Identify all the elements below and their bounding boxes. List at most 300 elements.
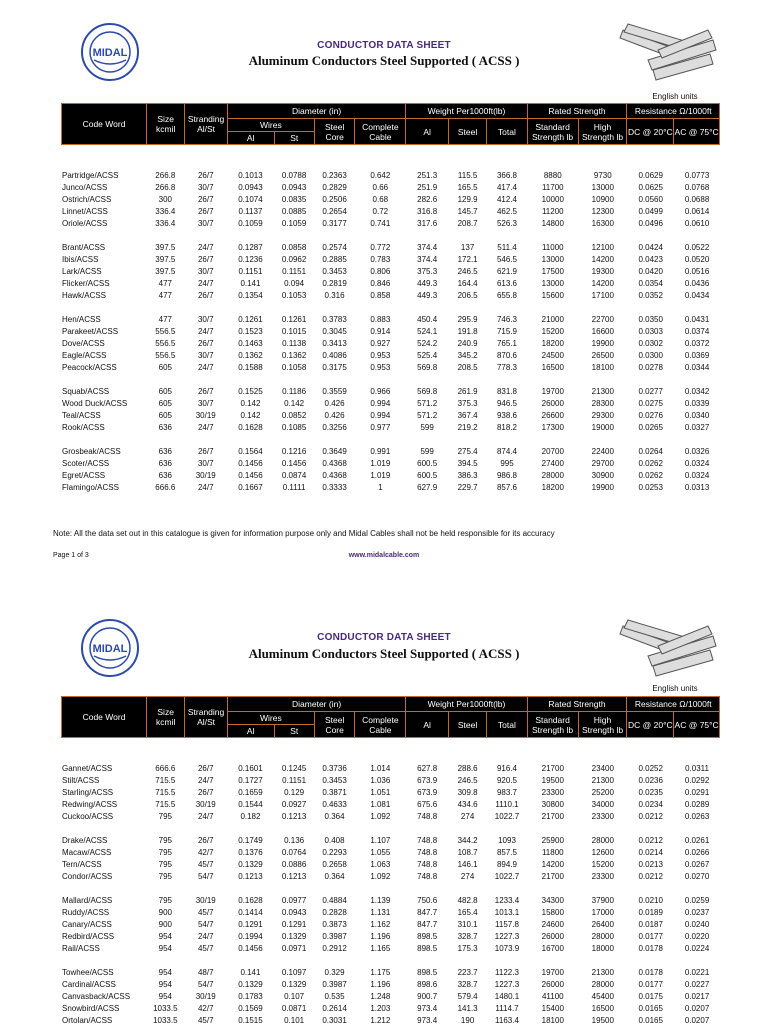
weight-al-header: Al [406, 712, 449, 738]
high-strength-cell: 18100 [591, 363, 614, 372]
dc-resistance-cell: 0.0212 [638, 836, 663, 845]
standard-strength-cell: 21700 [541, 764, 564, 773]
dc-resistance-cell: 0.0178 [638, 968, 663, 977]
weight-total-cell: 613.6 [496, 279, 517, 288]
high-strength-cell: 16300 [591, 219, 614, 228]
weight-total-cell: 857.6 [496, 483, 517, 492]
datasheet-subtitle: Aluminum Conductors Steel Supported ( ACSS ) [248, 53, 520, 68]
stranding-cell: 26/7 [197, 339, 214, 348]
weight-total-cell: 1157.8 [495, 920, 519, 929]
code-word-cell: Partridge/ACSS [62, 171, 119, 180]
table-row [61, 446, 720, 458]
steel-core-cell: 0.3333 [322, 483, 347, 492]
standard-strength-header: Standard Strength lb [527, 712, 578, 738]
dc-resistance-cell: 0.0499 [638, 207, 663, 216]
weight-total-cell: 1227.3 [494, 932, 520, 941]
steel-core-cell: 0.2912 [322, 944, 347, 953]
stranding-header: Stranding Al/St [185, 104, 228, 145]
wires-header: Wires [227, 119, 314, 132]
code-word-cell: Teal/ACSS [62, 411, 101, 420]
complete-cable-cell: 0.806 [370, 267, 391, 276]
complete-cable-cell: 1.248 [370, 992, 391, 1001]
steel-core-cell: 0.3453 [322, 776, 347, 785]
weight-al-cell: 599 [420, 447, 434, 456]
size-cell: 666.6 [155, 483, 176, 492]
stranding-cell: 26/7 [197, 255, 214, 264]
dc-resistance-cell: 0.0210 [638, 896, 663, 905]
size-cell: 477 [158, 291, 172, 300]
table-row [61, 338, 720, 350]
weight-total-cell: 526.3 [496, 219, 517, 228]
wire-st-cell: 0.0885 [281, 207, 307, 216]
wire-al-cell: 0.1137 [238, 207, 263, 216]
wire-st-cell: 0.0871 [281, 1004, 307, 1013]
standard-strength-cell: 19500 [541, 776, 564, 785]
code-word-cell: Ortolan/ACSS [62, 1016, 113, 1025]
weight-steel-cell: 274 [460, 812, 475, 821]
weight-steel-cell: 295.9 [457, 315, 478, 324]
weight-total-cell: 1110.1 [495, 800, 519, 809]
size-cell: 715.5 [155, 776, 176, 785]
weight-steel-cell: 208.7 [457, 219, 478, 228]
code-word-cell: Canary/ACSS [62, 920, 112, 929]
weight-total-cell: 894.9 [496, 860, 517, 869]
dc-resistance-cell: 0.0354 [638, 279, 663, 288]
weight-steel-cell: 115.5 [457, 171, 478, 180]
stranding-cell: 45/7 [197, 1016, 214, 1025]
table-row [61, 422, 720, 434]
standard-strength-cell: 24500 [541, 351, 564, 360]
stranding-header: Stranding Al/St [185, 697, 228, 738]
weight-al-cell: 847.7 [417, 920, 438, 929]
weight-steel-cell: 310.1 [457, 920, 478, 929]
high-strength-cell: 9730 [593, 171, 612, 180]
standard-strength-cell: 18200 [541, 483, 564, 492]
steel-core-cell: 0.426 [324, 411, 345, 420]
complete-cable-cell: 0.977 [370, 423, 391, 432]
code-word-cell: Cardinal/ACSS [62, 980, 116, 989]
wire-al-cell: 0.1236 [238, 255, 263, 264]
weight-al-cell: 600.5 [417, 459, 438, 468]
wire-al-cell: 0.182 [240, 812, 261, 821]
weight-steel-cell: 229.7 [457, 483, 478, 492]
steel-core-header: Steel Core [314, 119, 354, 145]
dc-resistance-cell: 0.0302 [638, 339, 663, 348]
standard-strength-cell: 15200 [541, 327, 564, 336]
ac-resistance-cell: 0.0768 [684, 183, 710, 192]
weight-steel-cell: 141.3 [457, 1004, 478, 1013]
weight-al-cell: 600.5 [417, 471, 438, 480]
size-cell: 266.8 [155, 183, 176, 192]
code-word-cell: Rail/ACSS [62, 944, 100, 953]
steel-core-cell: 0.3987 [322, 932, 347, 941]
page-number: Page 1 of 3 [53, 552, 89, 559]
ac-resistance-cell: 0.0516 [684, 267, 710, 276]
website-link[interactable]: www.midalcable.com [348, 552, 420, 559]
standard-strength-cell: 18200 [541, 339, 564, 348]
wire-al-cell: 0.1329 [238, 980, 263, 989]
units-label: English units [652, 92, 698, 101]
dc-resistance-cell: 0.0212 [638, 872, 663, 881]
wire-st-cell: 0.1329 [281, 932, 307, 941]
weight-total-header: Total [487, 712, 527, 738]
weight-al-cell: 675.6 [417, 800, 438, 809]
code-word-cell: Towhee/ACSS [62, 968, 114, 977]
diameter-header: Diameter (in) [227, 104, 406, 119]
steel-core-cell: 0.4368 [322, 471, 347, 480]
table-row [61, 967, 720, 979]
size-cell: 954 [158, 944, 172, 953]
wire-st-cell: 0.0835 [281, 195, 307, 204]
high-strength-cell: 15200 [591, 860, 614, 869]
code-word-cell: Junco/ACSS [62, 183, 108, 192]
stranding-cell: 24/7 [197, 812, 214, 821]
complete-cable-cell: 1.165 [370, 944, 391, 953]
high-strength-cell: 22700 [591, 315, 614, 324]
ac-resistance-cell: 0.0522 [684, 243, 710, 252]
dc-resistance-cell: 0.0187 [638, 920, 663, 929]
weight-steel-cell: 344.2 [457, 836, 478, 845]
dc-resistance-cell: 0.0189 [638, 908, 663, 917]
ac-resistance-cell: 0.0237 [684, 908, 710, 917]
weight-al-cell: 627.8 [417, 764, 438, 773]
complete-cable-cell: 0.883 [370, 315, 391, 324]
table-row [61, 206, 720, 218]
standard-strength-cell: 11200 [541, 207, 564, 216]
table-row [61, 470, 720, 482]
high-strength-cell: 18000 [591, 944, 614, 953]
complete-cable-header: Complete Cable [355, 119, 406, 145]
table-row [61, 943, 720, 955]
wires-st-header: St [274, 725, 314, 738]
weight-total-cell: 1013.1 [494, 908, 520, 917]
ac-resistance-cell: 0.0327 [684, 423, 710, 432]
high-strength-cell: 30900 [591, 471, 614, 480]
size-cell: 477 [158, 279, 172, 288]
diameter-header: Diameter (in) [227, 697, 406, 712]
ac-resistance-cell: 0.0372 [684, 339, 710, 348]
code-word-cell: Egret/ACSS [62, 471, 106, 480]
weight-steel-cell: 137 [460, 243, 475, 252]
high-strength-cell: 28000 [591, 836, 614, 845]
cable-strand-image [618, 616, 718, 678]
steel-core-cell: 0.329 [324, 968, 345, 977]
table-row [61, 787, 720, 799]
wire-st-cell: 0.0977 [281, 896, 307, 905]
weight-total-cell: 874.4 [496, 447, 517, 456]
code-word-cell: Drake/ACSS [62, 836, 108, 845]
table-row [61, 266, 720, 278]
wire-al-cell: 0.1059 [238, 219, 263, 228]
dc-header: DC @ 20°C [627, 119, 674, 145]
wire-al-cell: 0.1354 [238, 291, 263, 300]
wire-st-cell: 0.1213 [281, 872, 307, 881]
wire-st-cell: 0.1213 [281, 812, 307, 821]
code-word-cell: Parakeet/ACSS [62, 327, 119, 336]
page-2 [0, 580, 768, 1024]
size-cell: 715.5 [155, 800, 176, 809]
wire-al-cell: 0.1261 [238, 315, 263, 324]
svg-text:MIDAL: MIDAL [92, 47, 128, 59]
weight-total-header: Total [487, 119, 527, 145]
weight-total-cell: 366.8 [496, 171, 517, 180]
weight-steel-cell: 246.5 [457, 776, 478, 785]
standard-strength-cell: 8880 [543, 171, 562, 180]
weight-steel-cell: 394.5 [457, 459, 478, 468]
ac-header: AC @ 75°C [674, 712, 720, 738]
wire-al-cell: 0.1463 [238, 339, 263, 348]
standard-strength-cell: 21000 [541, 315, 564, 324]
datasheet-title: CONDUCTOR DATA SHEET [317, 632, 451, 643]
table-row [61, 931, 720, 943]
standard-strength-cell: 21700 [541, 812, 564, 821]
stranding-cell: 24/7 [197, 932, 214, 941]
standard-strength-cell: 11700 [541, 183, 564, 192]
steel-core-cell: 0.3031 [322, 1016, 347, 1025]
standard-strength-cell: 18100 [541, 1016, 564, 1025]
ac-resistance-cell: 0.0773 [684, 171, 710, 180]
wire-al-cell: 0.1456 [238, 459, 263, 468]
wire-st-cell: 0.0927 [281, 800, 307, 809]
code-word-cell: Linnet/ACSS [62, 207, 108, 216]
dc-resistance-cell: 0.0303 [638, 327, 663, 336]
complete-cable-cell: 0.953 [370, 351, 391, 360]
wire-st-cell: 0.0858 [281, 243, 307, 252]
size-cell: 636 [158, 459, 172, 468]
steel-core-cell: 0.364 [324, 872, 345, 881]
size-cell: 1033.5 [153, 1004, 178, 1013]
code-word-cell: Oriole/ACSS [62, 219, 108, 228]
group-spacer [61, 434, 720, 446]
ac-resistance-cell: 0.0221 [684, 968, 710, 977]
table-row [61, 482, 720, 494]
weight-total-cell: 857.5 [496, 848, 517, 857]
dc-resistance-cell: 0.0275 [638, 399, 663, 408]
weight-steel-cell: 223.7 [457, 968, 478, 977]
dc-resistance-cell: 0.0423 [638, 255, 663, 264]
rated-strength-header: Rated Strength [527, 104, 627, 119]
weight-total-cell: 765.1 [496, 339, 517, 348]
high-strength-cell: 19000 [591, 423, 614, 432]
wire-st-cell: 0.1245 [281, 764, 307, 773]
wire-st-cell: 0.1151 [282, 267, 307, 276]
standard-strength-cell: 28000 [541, 471, 564, 480]
steel-core-cell: 0.426 [324, 399, 345, 408]
stranding-cell: 30/7 [197, 267, 214, 276]
wire-al-cell: 0.1727 [238, 776, 263, 785]
stranding-cell: 24/7 [197, 776, 214, 785]
size-cell: 336.4 [155, 207, 176, 216]
ac-resistance-cell: 0.0217 [684, 992, 710, 1001]
stranding-cell: 26/7 [197, 764, 214, 773]
steel-core-cell: 0.316 [324, 291, 345, 300]
wire-al-cell: 0.1667 [238, 483, 263, 492]
complete-cable-cell: 0.846 [370, 279, 391, 288]
weight-steel-cell: 146.1 [457, 860, 478, 869]
standard-strength-cell: 13000 [541, 279, 564, 288]
weight-al-cell: 282.6 [417, 195, 438, 204]
cable-strand-image [618, 20, 718, 82]
weight-al-cell: 748.8 [417, 872, 438, 881]
steel-core-cell: 0.2829 [322, 183, 347, 192]
high-strength-cell: 21300 [591, 776, 614, 785]
stranding-cell: 26/7 [197, 836, 214, 845]
weight-total-cell: 621.9 [496, 267, 517, 276]
weight-steel-cell: 175.3 [457, 944, 478, 953]
ac-resistance-cell: 0.0270 [684, 872, 710, 881]
wire-al-cell: 0.142 [240, 399, 261, 408]
complete-cable-cell: 1.063 [370, 860, 391, 869]
weight-al-cell: 627.9 [417, 483, 438, 492]
weight-total-cell: 1022.7 [494, 872, 520, 881]
wire-al-cell: 0.1376 [238, 848, 263, 857]
weight-al-cell: 450.4 [417, 315, 438, 324]
table-row [61, 907, 720, 919]
wire-al-cell: 0.1287 [238, 243, 263, 252]
wire-st-cell: 0.0943 [281, 908, 307, 917]
code-word-cell: Hen/ACSS [62, 315, 101, 324]
rated-strength-header: Rated Strength [527, 697, 627, 712]
wire-st-cell: 0.1138 [282, 339, 307, 348]
standard-strength-cell: 26000 [541, 399, 564, 408]
weight-total-cell: 462.5 [496, 207, 517, 216]
weight-total-cell: 412.4 [496, 195, 517, 204]
weight-al-cell: 673.9 [417, 788, 438, 797]
weight-total-cell: 546.5 [496, 255, 517, 264]
table-row [61, 859, 720, 871]
stranding-cell: 24/7 [197, 423, 214, 432]
steel-core-cell: 0.364 [324, 812, 345, 821]
complete-cable-cell: 1.139 [370, 896, 391, 905]
weight-al-cell: 900.7 [417, 992, 438, 1001]
size-cell: 556.5 [155, 327, 176, 336]
high-strength-cell: 23400 [591, 764, 614, 773]
weight-steel-cell: 367.4 [457, 411, 478, 420]
wire-al-cell: 0.1525 [238, 387, 263, 396]
stranding-cell: 54/7 [197, 980, 214, 989]
high-strength-cell: 12300 [591, 207, 614, 216]
table-row [61, 811, 720, 823]
weight-al-cell: 569.8 [417, 363, 438, 372]
weight-total-cell: 746.3 [496, 315, 517, 324]
steel-core-header: Steel Core [314, 712, 354, 738]
standard-strength-cell: 11000 [541, 243, 564, 252]
weight-steel-cell: 191.8 [457, 327, 478, 336]
weight-al-cell: 524.1 [417, 327, 438, 336]
standard-strength-cell: 14200 [541, 860, 564, 869]
weight-al-cell: 599 [420, 423, 434, 432]
weight-steel-cell: 208.5 [457, 363, 478, 372]
size-cell: 397.5 [155, 243, 176, 252]
complete-cable-cell: 0.966 [370, 387, 391, 396]
stranding-cell: 30/19 [195, 992, 216, 1001]
stranding-cell: 26/7 [197, 788, 214, 797]
weight-total-cell: 995 [500, 459, 514, 468]
high-strength-cell: 34000 [591, 800, 614, 809]
wire-st-cell: 0.0943 [281, 183, 307, 192]
size-cell: 605 [158, 411, 172, 420]
weight-al-cell: 316.8 [417, 207, 438, 216]
ac-resistance-cell: 0.0266 [684, 848, 710, 857]
ac-resistance-cell: 0.0434 [684, 291, 710, 300]
size-cell: 605 [158, 387, 172, 396]
complete-cable-cell: 0.741 [370, 219, 391, 228]
high-strength-header: High Strength lb [578, 119, 627, 145]
wire-al-cell: 0.1994 [238, 932, 263, 941]
code-word-cell: Ibis/ACSS [62, 255, 99, 264]
complete-cable-cell: 1.051 [370, 788, 391, 797]
dc-resistance-cell: 0.0264 [638, 447, 663, 456]
table-row [61, 254, 720, 266]
table-row [61, 991, 720, 1003]
weight-al-cell: 524.2 [417, 339, 438, 348]
table-row [61, 847, 720, 859]
stranding-cell: 24/7 [197, 483, 214, 492]
dc-resistance-cell: 0.0265 [638, 423, 663, 432]
wire-al-cell: 0.1329 [238, 860, 263, 869]
standard-strength-cell: 41100 [541, 992, 564, 1001]
wire-al-cell: 0.141 [240, 279, 261, 288]
wire-al-cell: 0.141 [240, 968, 261, 977]
ac-resistance-cell: 0.0374 [684, 327, 710, 336]
complete-cable-cell: 1.081 [370, 800, 391, 809]
weight-steel-cell: 274 [460, 872, 475, 881]
complete-cable-cell: 0.991 [370, 447, 391, 456]
size-cell: 666.6 [155, 764, 176, 773]
stranding-cell: 42/7 [197, 848, 214, 857]
wire-st-cell: 0.1362 [281, 351, 307, 360]
complete-cable-cell: 0.994 [370, 411, 391, 420]
stranding-cell: 26/7 [197, 207, 214, 216]
weight-al-cell: 673.9 [417, 776, 438, 785]
weight-total-cell: 1114.7 [495, 1004, 519, 1013]
wires-header: Wires [227, 712, 314, 725]
size-cell: 795 [158, 860, 172, 869]
complete-cable-cell: 1.055 [370, 848, 391, 857]
ac-resistance-cell: 0.0289 [684, 800, 710, 809]
code-word-cell: Eagle/ACSS [62, 351, 107, 360]
size-cell: 636 [158, 423, 172, 432]
dc-resistance-cell: 0.0175 [638, 992, 663, 1001]
complete-cable-cell: 1.131 [370, 908, 391, 917]
steel-core-cell: 0.3453 [322, 267, 347, 276]
size-cell: 715.5 [155, 788, 176, 797]
table-row [61, 350, 720, 362]
code-word-cell: Macaw/ACSS [62, 848, 112, 857]
dc-resistance-cell: 0.0178 [638, 944, 663, 953]
stranding-cell: 30/19 [195, 800, 216, 809]
weight-steel-cell: 172.1 [457, 255, 478, 264]
wire-st-cell: 0.1111 [282, 483, 306, 492]
dc-resistance-cell: 0.0213 [638, 860, 663, 869]
wire-st-cell: 0.1015 [281, 327, 307, 336]
ac-resistance-cell: 0.0610 [684, 219, 710, 228]
dc-resistance-cell: 0.0262 [638, 459, 663, 468]
wire-st-cell: 0.0886 [281, 860, 307, 869]
table-row [61, 458, 720, 470]
weight-steel-cell: 206.5 [457, 291, 478, 300]
weight-steel-cell: 288.6 [457, 764, 478, 773]
stranding-cell: 30/19 [195, 411, 216, 420]
table-row [61, 1003, 720, 1015]
ac-resistance-cell: 0.0688 [684, 195, 710, 204]
stranding-cell: 26/7 [197, 447, 214, 456]
resistance-header: Resistance Ω/1000ft [627, 697, 720, 712]
ac-resistance-cell: 0.0342 [684, 387, 710, 396]
wire-al-cell: 0.1601 [238, 764, 263, 773]
dc-resistance-cell: 0.0234 [638, 800, 663, 809]
weight-total-cell: 1480.1 [494, 992, 520, 1001]
